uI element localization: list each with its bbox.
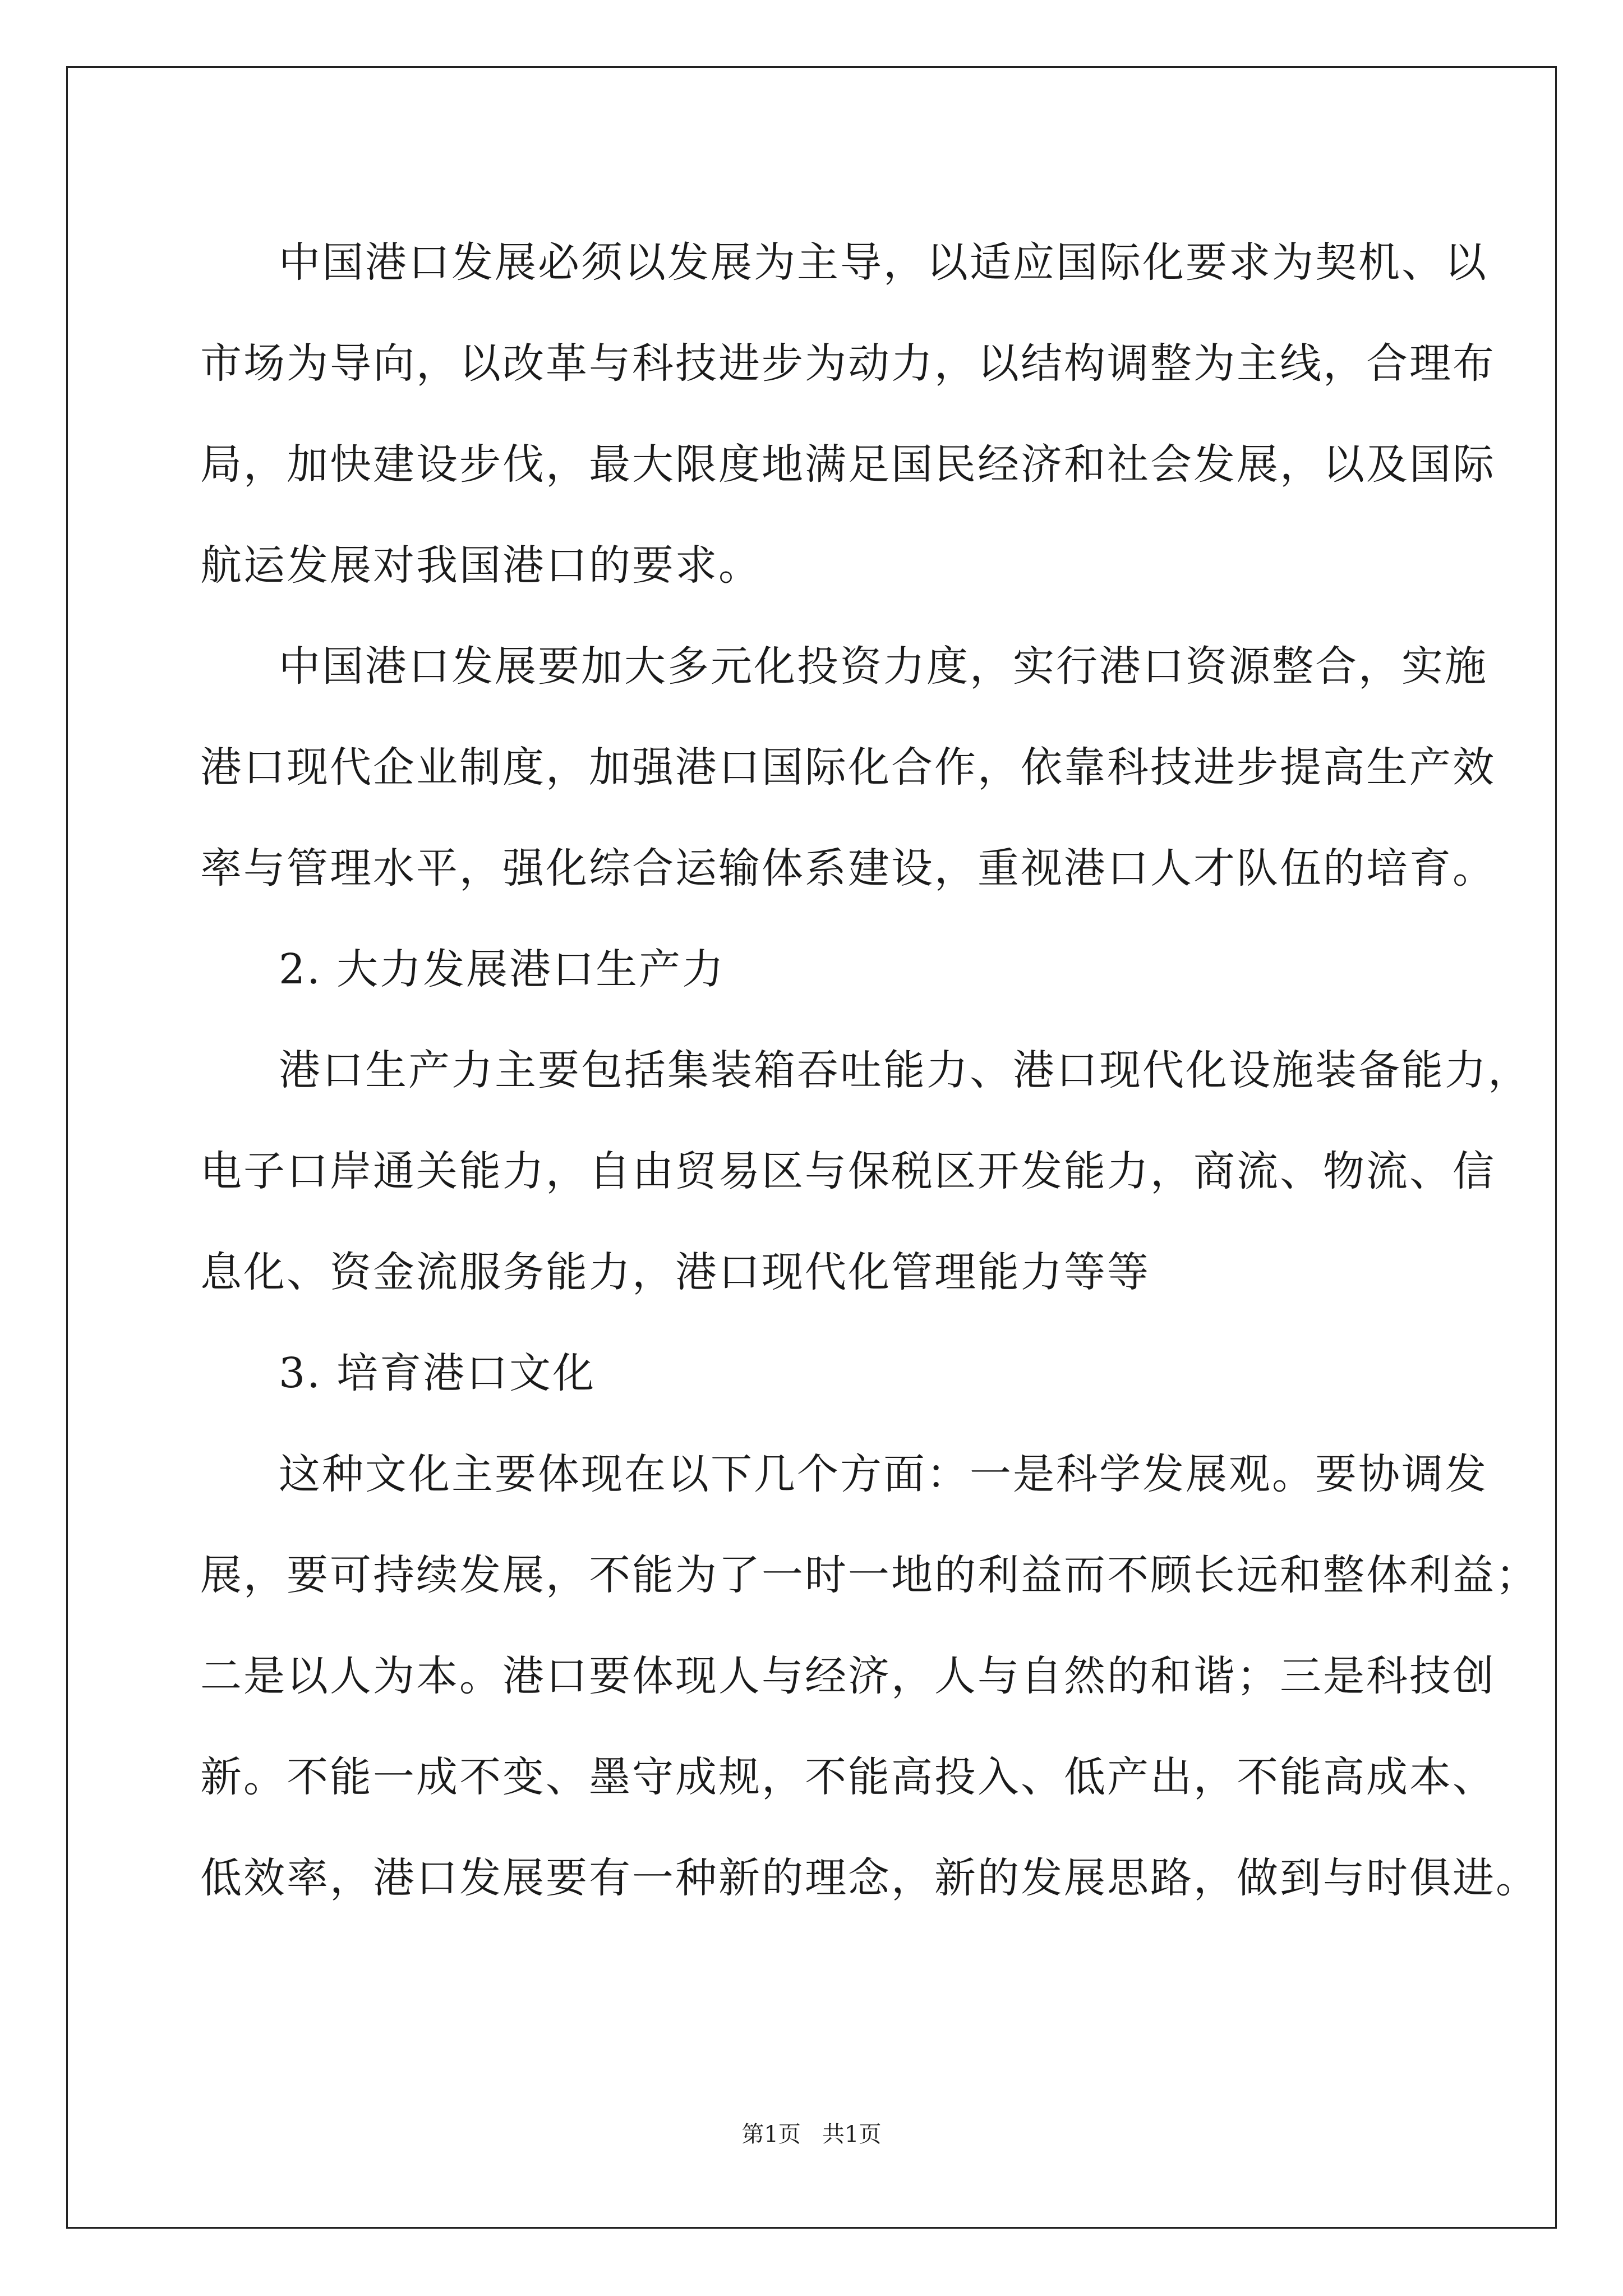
paragraph-3-line-3: 息化、资金流服务能力，港口现代化管理能力等等 (200, 1248, 1150, 1296)
paragraph-3-line-2: 电子口岸通关能力，自由贸易区与保税区开发能力，商流、物流、信 (200, 1147, 1496, 1195)
document-body (200, 212, 1539, 1929)
paragraph-4-line-2: 展，要可持续发展，不能为了一时一地的利益而不顾长远和整体利益； (200, 1551, 1539, 1599)
paragraph-4-line-5: 低效率，港口发展要有一种新的理念，新的发展思路，做到与时俱进。 (200, 1854, 1539, 1902)
page-number-footer: 第1页 共1页 (741, 2122, 882, 2147)
section-heading-3: 3. 培育港口文化 (279, 1349, 596, 1397)
paragraph-2-line-1: 中国港口发展要加大多元化投资力度，实行港口资源整合，实施 (279, 642, 1488, 691)
paragraph-3-line-1: 港口生产力主要包括集装箱吞吐能力、港口现代化设施装备能力， (279, 1046, 1531, 1094)
paragraph-2-line-2: 港口现代企业制度，加强港口国际化合作，依靠科技进步提高生产效 (200, 743, 1496, 792)
paragraph-1-line-1: 中国港口发展必须以发展为主导，以适应国际化要求为契机、以 (279, 238, 1488, 287)
paragraph-4-line-4: 新。不能一成不变、墨守成规，不能高投入、低产出，不能高成本、 (200, 1753, 1496, 1801)
paragraph-1-line-2: 市场为导向，以改革与科技进步为动力，以结构调整为主线，合理布 (200, 339, 1496, 388)
paragraph-4-line-3: 二是以人为本。港口要体现人与经济，人与自然的和谐；三是科技创 (200, 1652, 1496, 1700)
section-heading-2: 2. 大力发展港口生产力 (279, 945, 726, 993)
paragraph-2-line-3: 率与管理水平，强化综合运输体系建设，重视港口人才队伍的培育。 (200, 844, 1496, 892)
paragraph-4-line-1: 这种文化主要体现在以下几个方面：一是科学发展观。要协调发 (279, 1450, 1488, 1498)
paragraph-1-line-3: 局，加快建设步伐，最大限度地满足国民经济和社会发展，以及国际 (200, 440, 1496, 489)
paragraph-1-line-4: 航运发展对我国港口的要求。 (200, 541, 762, 590)
